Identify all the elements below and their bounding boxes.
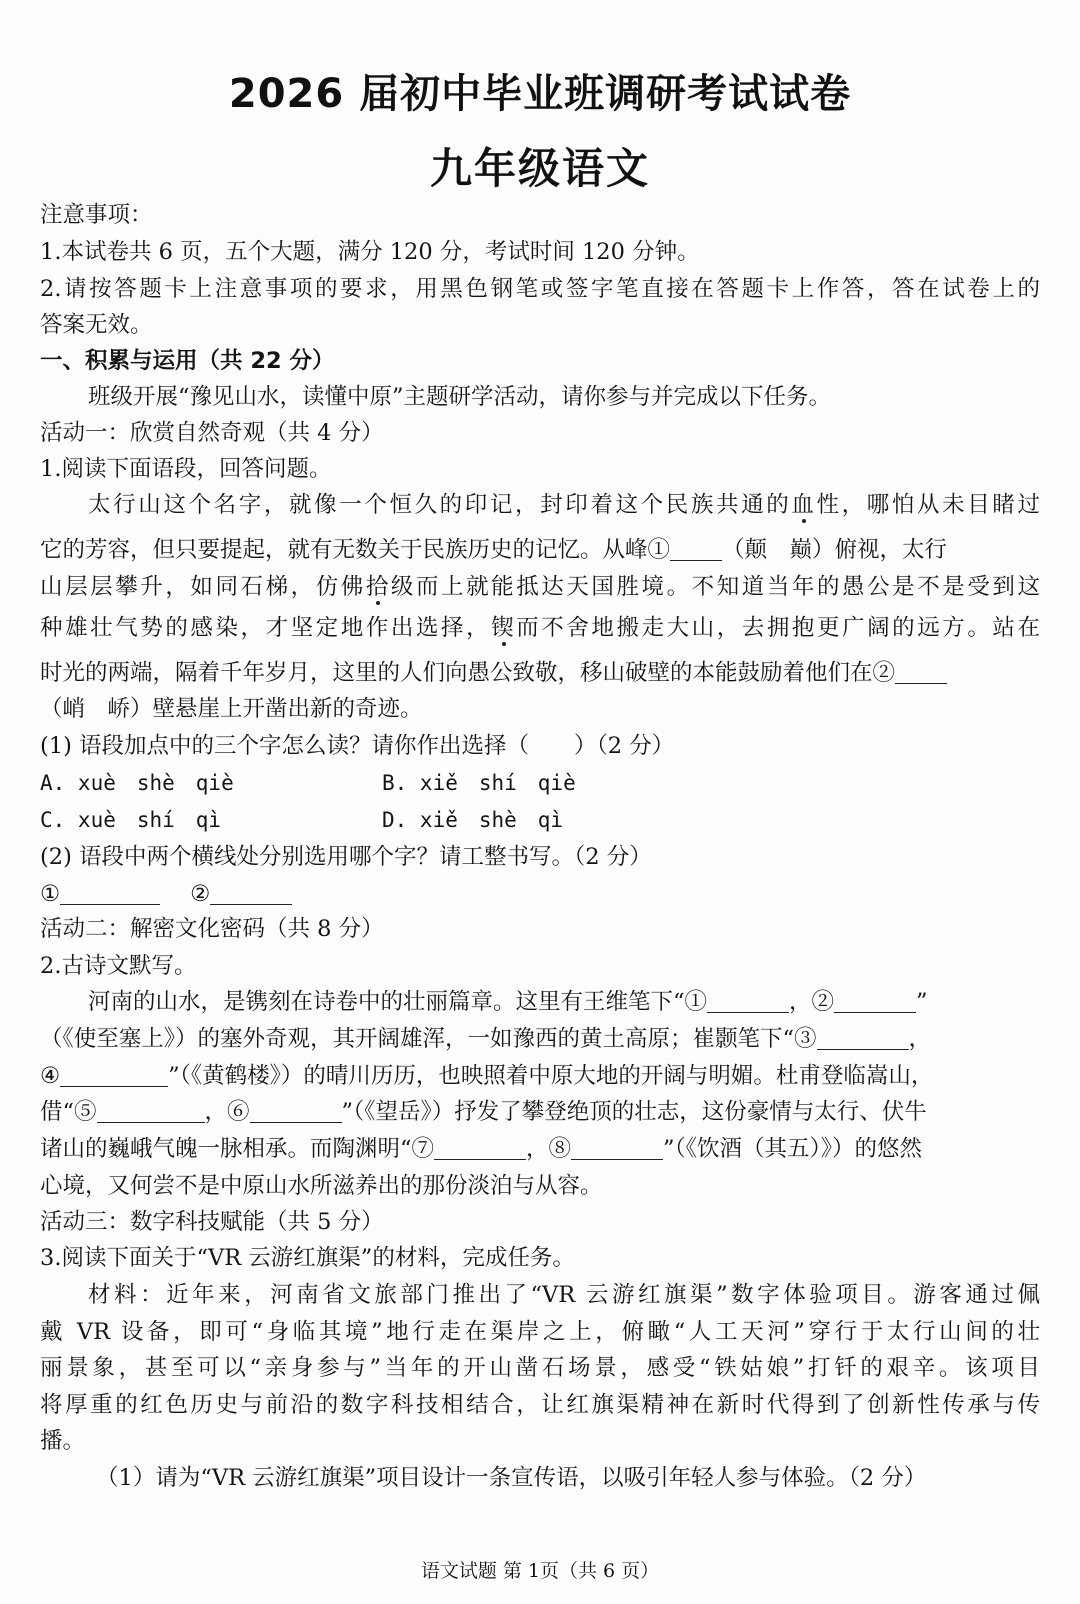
passage-line-4: 种雄壮气势的感染，才坚定地作出选择，锲而不舍地搬走大山，去拥抱更广阔的远方。站在	[40, 615, 1040, 641]
page-footer: 语文试题 第 1页（共 6 页）	[420, 1560, 660, 1582]
notes-item-1: 1.本试卷共 6 页，五个大题，满分 120 分，考试时间 120 分钟。	[40, 239, 700, 265]
activity-1-heading: 活动一：欣赏自然奇观（共 4 分）	[40, 420, 384, 446]
dotted-char-xue: 血	[791, 492, 817, 518]
exam-subject: 九年级语文	[429, 144, 650, 193]
dotted-char-shi: 拾	[365, 574, 391, 600]
poem-line-5: 诸山的巍峨气魄一脉相承。而陶渊明“⑦ ，⑧ ”（《饮酒（其五）》）的悠然	[40, 1136, 923, 1162]
passage-line-5: 时光的两端，隔着千年岁月，这里的人们向愚公致敬，移山破壁的本能鼓励着他们在②	[40, 658, 947, 688]
poem-blank-2[interactable]	[834, 992, 916, 1013]
option-b[interactable]: B. xiě shí qiè	[382, 771, 576, 795]
poem-line-2: （《使至塞上》）的塞外奇观，其开阔雄浑，一如豫西的黄土高原；崔颢笔下“③ ，	[40, 1026, 932, 1052]
notes-item-2-line2: 答案无效。	[40, 312, 153, 338]
subquestion-1-2: (2) 语段中两个横线处分别选用哪个字？请工整书写。（2 分）	[40, 844, 652, 870]
material-line-4: 将厚重的红色历史与前沿的数字科技相结合，让红旗渠精神在新时代得到了创新性传承与传	[40, 1392, 1040, 1418]
subquestion-1-1: (1) 语段加点中的三个字怎么读？请你作出选择（ ）（2 分）	[40, 733, 675, 759]
poem-line-4: 借“⑤ ，⑥ ”（《望岳》）抒发了攀登绝顶的壮志，这份豪情与太行、伏牛	[40, 1099, 927, 1125]
poem-blank-7[interactable]	[434, 1139, 526, 1160]
poem-blank-5[interactable]	[97, 1102, 205, 1123]
exam-title: 2026 届初中毕业班调研考试试卷	[228, 71, 852, 117]
passage-line-2: 它的芳容，但只要提起，就有无数关于民族历史的记忆。从峰① （颠 巅）俯视，太行	[40, 537, 948, 563]
answer-blank-char-1[interactable]	[60, 884, 160, 905]
poem-blank-8[interactable]	[571, 1139, 663, 1160]
poem-line-3: ④ ”（《黄鹤楼》）的晴川历历，也映照着中原大地的开阔与明媚。杜甫登临嵩山，	[40, 1063, 934, 1089]
material-line-3: 丽景象，甚至可以“亲身参与”当年的开山凿石场景，感受“铁姑娘”打钎的艰辛。该项目	[40, 1355, 1040, 1381]
section-1-intro: 班级开展“豫见山水，读懂中原”主题研学活动，请你参与并完成以下任务。	[88, 384, 832, 410]
poem-line-6: 心境，又何尝不是中原山水所滋养出的那份淡泊与从容。	[40, 1173, 603, 1199]
material-line-5: 播。	[40, 1428, 86, 1454]
question-3-prompt: 3.阅读下面关于“VR 云游红旗渠”的材料，完成任务。	[40, 1245, 575, 1271]
poem-line-1: 河南的山水，是镌刻在诗卷中的壮丽篇章。这里有王维笔下“① ，② ”	[88, 989, 928, 1015]
answer-line-1-2: ① ②	[40, 879, 292, 909]
material-line-2: 戴 VR 设备，即可“身临其境”地行走在渠岸之上，俯瞰“人工天河”穿行于太行山间的壮	[40, 1319, 1040, 1345]
option-d[interactable]: D. xiě shè qì	[382, 808, 564, 832]
poem-blank-4[interactable]	[60, 1066, 168, 1087]
passage-line-6: （峭 峤）壁悬崖上开凿出新的奇迹。	[40, 696, 423, 722]
answer-blank-2[interactable]	[895, 663, 947, 684]
section-1-heading: 一、积累与运用（共 22 分）	[40, 348, 335, 374]
options-row-1	[40, 768, 576, 798]
notes-heading: 注意事项：	[40, 202, 153, 228]
answer-blank-char-2[interactable]	[210, 884, 292, 905]
material-line-1: 材料：近年来，河南省文旅部门推出了“VR 云游红旗渠”数字体验项目。游客通过佩	[88, 1282, 1040, 1308]
question-1-prompt: 1.阅读下面语段，回答问题。	[40, 456, 332, 482]
activity-2-heading: 活动二：解密文化密码（共 8 分）	[40, 916, 384, 942]
option-c[interactable]: C. xuè shí qì	[40, 808, 222, 832]
notes-item-2-line1: 2.请按答题卡上注意事项的要求，用黑色钢笔或签字笔直接在答题卡上作答，答在试卷上的	[40, 276, 1040, 302]
answer-blank-1[interactable]	[670, 540, 722, 561]
poem-blank-1[interactable]	[707, 992, 789, 1013]
poem-blank-3[interactable]	[817, 1029, 909, 1050]
question-2-prompt: 2.古诗文默写。	[40, 953, 197, 979]
subquestion-3-1: （1）请为“VR 云游红旗渠”项目设计一条宣传语，以吸引年轻人参与体验。（2 分）	[96, 1465, 927, 1491]
activity-3-heading: 活动三：数字科技赋能（共 5 分）	[40, 1209, 384, 1235]
poem-blank-6[interactable]	[250, 1102, 342, 1123]
option-a[interactable]: A. xuè shè qiè	[40, 771, 234, 795]
passage-line-3: 山层层攀升，如同石梯，仿佛拾级而上就能抵达天国胜境。不知道当年的愚公是不是受到这	[40, 574, 1040, 600]
dotted-char-qie: 锲	[491, 615, 517, 641]
options-row-2	[40, 805, 563, 835]
passage-line-1: 太行山这个名字，就像一个恒久的印记，封印着这个民族共通的血性，哪怕从未目睹过	[88, 492, 1040, 518]
